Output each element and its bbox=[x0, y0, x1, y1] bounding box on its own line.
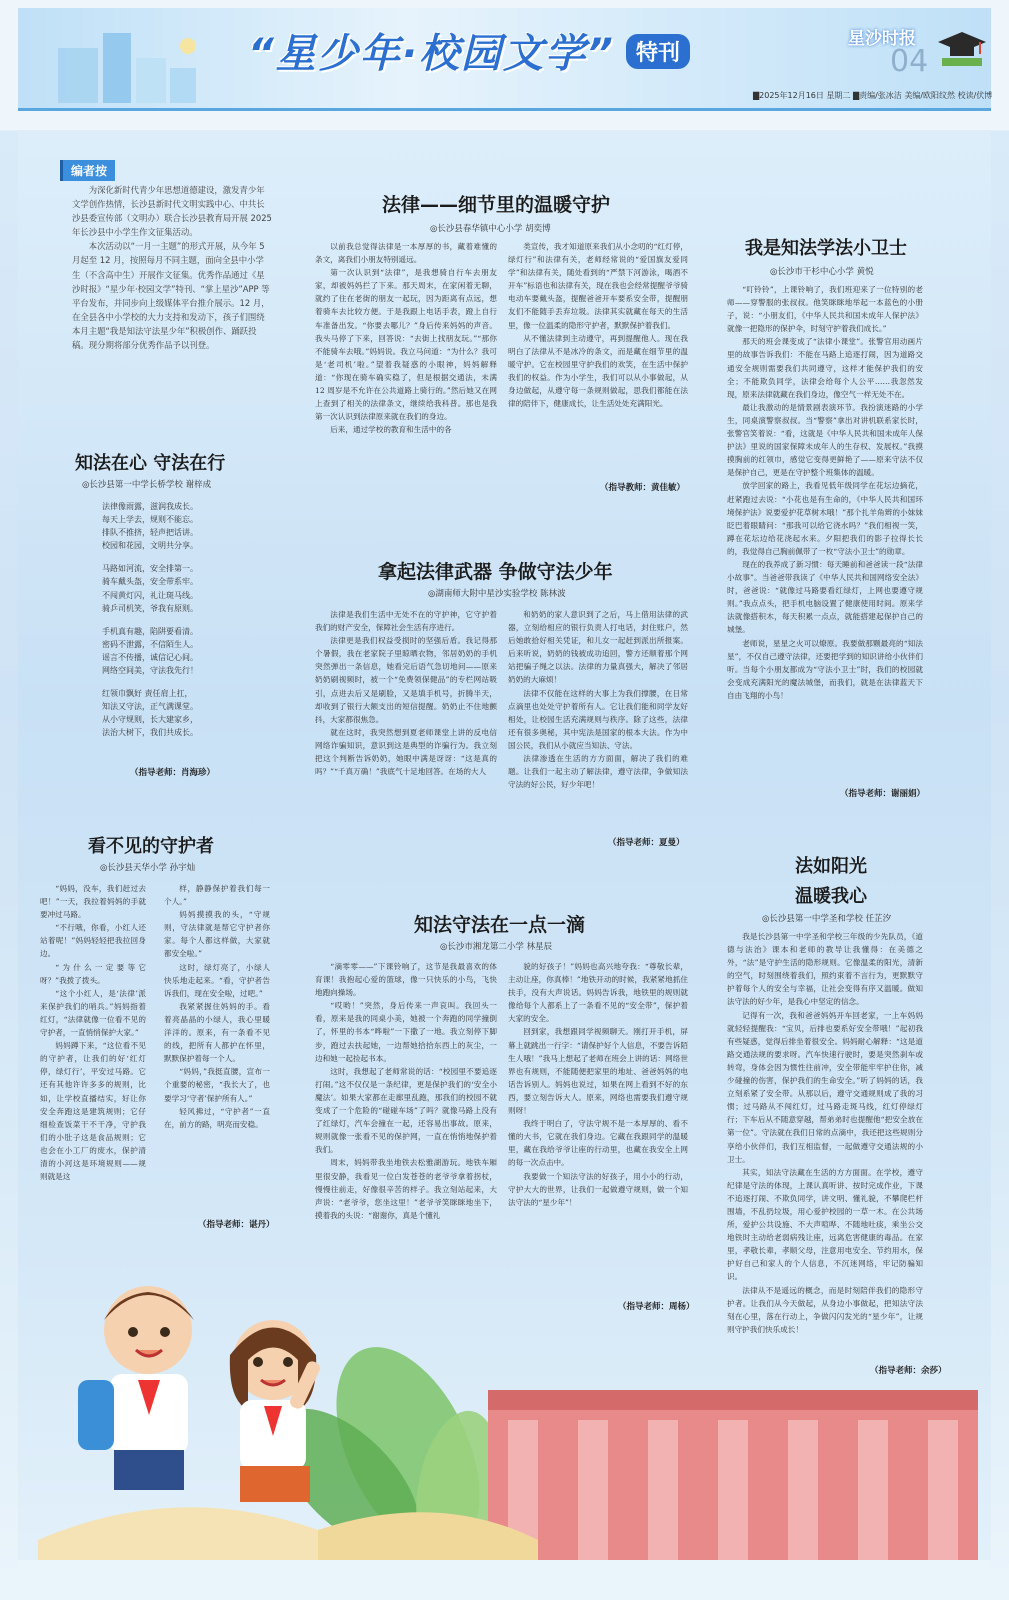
masthead bbox=[18, 8, 991, 111]
paragraph: 妈妈蹲下来，“这位看不见的守护者，让我们的好‘红灯停，绿灯行’，平安过马路。它还有其他许许多多的规则，比如，让学校直播结实，好让你安全奔跑这是建筑规则；它仔细检查饭菜干不干净，守护我们的小肚子这是食品规则；它也会在小工厂的废水，保护清清的小河这是环境规则——规则就是这 bbox=[40, 1041, 146, 1182]
paragraph: 后来，通过学校的教育和生活中的各 bbox=[330, 425, 452, 435]
issue-meta: ▇2025年12月16日 星期二 ▇责编/张冰洁 美编/欧阳纹然 校读/伏博 bbox=[753, 91, 993, 100]
poem-line: 网络空间美，守法我先行！ bbox=[102, 666, 198, 676]
poem-body bbox=[102, 500, 262, 750]
paragraph: “叮铃铃”，上课铃响了，我们班迎来了一位特别的老师——穿警服的张叔叔。他笑眯眯地举起一本蓝色的小册子，说：“小朋友们，《中华人民共和国未成年人保护法》就像一把隐形的保护伞，时刻守护着我们成长。” bbox=[727, 285, 923, 334]
instructor-credit: （指导老师：谢丽娟） bbox=[840, 789, 926, 799]
instructor-credit: （指导老师：周杨） bbox=[618, 1302, 695, 1312]
paragraph: 其实，知法守法藏在生活的方方面面。在学校，遵守纪律是守法的体现，上课认真听讲、按时完成作业，下课不追逐打闹、不欺负同学，讲文明、懂礼貌，不攀爬栏杆围墙，不乱扔垃圾，用心爱护校园的一草一木。在公共场所，爱护公共设施、不大声喧哗、不随地吐痰，乘坐公交地铁时主动给老弱病残让座，远离危害健康的毒品。在家里，孝敬长辈，孝顺父母，注意用电安全、节约用水，保护好自己和家人的个人信息，不沉迷网络，牢记防骗知识。 bbox=[727, 1167, 923, 1282]
paragraph: 我紧紧握住妈妈的手。看着亮晶晶的小绿人，我心里暖洋洋的。原来，有一条看不见的线，把所有人都护在怀里，默默保护着每一个人。 bbox=[164, 1001, 270, 1064]
article-title: 拿起法律武器 争做守法少年 bbox=[378, 561, 613, 583]
paragraph: 现在的我养成了新习惯：每天睡前和爸爸读一段“法律小故事”。当爸爸带我读了《中华人民共和国网络安全法》时，爸爸说：“就像过马路要看红绿灯，上网也要遵守规则。”我点点头，把手机电脑设置了健康使用时间。原来学法就像搭积木，每天积累一点点，就能搭建起保护自己的城堡。 bbox=[727, 559, 923, 635]
paragraph: 回到家，我想跟同学视频聊天。刚打开手机，屏幕上就跳出一行字：“请保护好个人信息，不要告诉陌生人哦！”我马上想起了老师在班会上讲的话：网络世界也有规则，不能随便把家里的地址、爸爸妈妈的电话告诉别人。妈妈也说过，如果在网上看到不好的东西，要立刻告诉大人。原来，网络也需要我们遵守规则呀！ bbox=[508, 1027, 688, 1116]
article-column bbox=[508, 240, 688, 480]
page-number: 04 bbox=[890, 44, 929, 79]
paragraph: “哎哟！”突然，身后传来一声哀叫。我回头一看，原来是我的同桌小美，她被一个奔跑的同学撞倒了，怀里的书本“哗啦”一下撒了一地。我立刻停下脚步，跑过去扶起她，一边帮她拾拾东西上的灰尘，一边和她一起捡起书本。 bbox=[315, 1001, 497, 1063]
article-column bbox=[315, 240, 497, 492]
instructor-credit: （指导老师：余莎） bbox=[870, 1366, 947, 1376]
paragraph: 这时，我想起了老师常说的话：“校园里不要追逐打闹。”这不仅仅是一条纪律，更是保护我们的‘安全小魔法’。如果大家都在走廊里乱跑，那我们的校园不就变成了一个危险的“碰碰车场”了吗？就像马路上没有了红绿灯，汽车会撞在一起，还容易出事故。原来，规则就像一张看不见的保护网，一直在悄悄地保护着我们。 bbox=[315, 1066, 497, 1155]
footer-band bbox=[18, 1560, 991, 1600]
stanza bbox=[102, 500, 262, 552]
poem-line: 不闯黄灯闪，礼让斑马线。 bbox=[102, 590, 198, 600]
poem-line: 手机真有趣，陷阱要看清。 bbox=[102, 626, 198, 636]
paragraph: 法律不仅能在这样的大事上为我们撑腰，在日常点滴里也处处守护着所有人。它让我们能和同学友好相处，让校园生活充满规则与秩序。除了这些，法律还有很多奥秘，其中宪法是国家的根本大法。作为中国公民，我们从小就应当知法、守法。 bbox=[508, 688, 688, 750]
paragraph: 就在这时，我突然想到夏老师课堂上讲的反电信网络诈骗知识，意识到这是典型的诈骗行为。我立刻把这个判断告诉奶奶，她眼中满是讶讶：“这是真的吗？”“千真万确！”我底气十足地回答。在场的大人 bbox=[315, 727, 497, 777]
paragraph: “妈妈，没车，我们赶过去吧！”一天，我拉着妈妈的手就要冲过马路。 bbox=[40, 884, 146, 920]
poem-line: 排队不推挤，轻声把话讲。 bbox=[102, 528, 198, 538]
article-title: 看不见的守护者 bbox=[88, 836, 214, 857]
paragraph: 这时，绿灯亮了，小绿人快乐地走起来。“看，守护者告诉我们，现在安全啦，过吧。” bbox=[164, 962, 270, 998]
paragraph: 妈妈摸摸我的头，“守规则，守法律就是帮它守护者你家。每个人都这样做，大家就都安全啦。” bbox=[164, 910, 270, 959]
poem-line: 从小守规则，长大建家乡， bbox=[102, 715, 198, 725]
article-title: 法律——细节里的温暖守护 bbox=[382, 194, 611, 216]
instructor-credit: （指导老师：肖海珍） bbox=[130, 768, 216, 778]
paragraph: 貌的好孩子！”妈妈也高兴地夸我：“尊敬长辈，主动让座，你真棒！”地铁开动的时候，我紧紧地抓住扶手，没有大声说话。妈妈告诉我，地铁里的规则就像给每个人都系上了一条看不见的“安全带”，保护着大家的安全。 bbox=[508, 962, 688, 1024]
paragraph: 和奶奶的家人意识到了之后，马上借用法律的武器，立刻给相应的银行负责人打电话，封住账户，然后她敢拾好相关凭证，和儿女一起赶到派出所报案。后来听说，奶奶的钱被成功追回，警方还顺着那个网站把骗子绳之以法。法律的力量真强大，解决了邻居奶奶的大麻烦！ bbox=[508, 610, 688, 685]
poem-line: 法治大树下，我们共成长。 bbox=[102, 728, 198, 738]
stanza bbox=[102, 625, 262, 677]
editor-note-paragraph: 本次活动以“一月一主题”的形式开展，从今年 5 月起至 12 月，按照每月不同主题，面向全县中小学生（不含高中生）开展作文征集。优秀作品通过《星沙时报》“星少年·校园文学”特刊、“掌上星沙”APP 等平台发布，并同步向上级媒体平台推介展示。12 月，在全县各中小学校的大力支持和发动下，孩子们围绕本月主题“我是知法守法星少年”积极创作、踊跃投稿。现分期将部分优秀作品予以刊登。 bbox=[72, 241, 270, 351]
article-author: ◎长沙县第一中学长桥学校 谢梓成 bbox=[82, 480, 212, 490]
paragraph: 我要做一个知法守法的好孩子，用小小的行动，守护大大的世界，让我们一起做遵守规则，做一个知法守法的“星少年”！ bbox=[508, 1171, 688, 1207]
paragraph: 法律从不是遥远的概念，而是时刻陪伴我们的隐形守护者。让我们从今天做起，从身边小事做起，把知法守法刻在心里，落在行动上，争做闪闪发光的“星少年”，让规则守护我们快乐成长！ bbox=[727, 1285, 923, 1334]
article-author: ◎长沙市干杉中心小学 黄悦 bbox=[770, 267, 874, 277]
article-column bbox=[40, 882, 146, 1230]
paragraph: 法律是我们生活中无处不在的守护神，它守护着我们的财产安全，保障社会生活有序进行。 bbox=[315, 610, 497, 633]
poem-line: 法律像雨露，滋润我成长。 bbox=[102, 502, 198, 511]
article-column bbox=[508, 608, 688, 834]
newspaper-name: 星沙时报 bbox=[848, 29, 916, 49]
article-title: 知法守法在一点一滴 bbox=[414, 914, 586, 936]
paragraph: “为什么一定要等它呀？”我拨了拨头。 bbox=[40, 962, 146, 985]
paragraph: 从不懂法律到主动遵守，再到提醒他人。现在我明白了法律从不是冰冷的条文，而是藏在细节里的温暖守护。它在校园里守护我们的欢笑，在生活中保护我们的权益。作为小学生，我们可以从小事做起，从身边做起，从遵守每一条规则做起，思我们都能在法律的陪伴下，健康成长，让生活处处充满阳光。 bbox=[508, 333, 688, 409]
article-author: ◎长沙县天华小学 孙宇灿 bbox=[100, 863, 196, 873]
paragraph: 类宣传，我才知道原来我们从小念叨的“红灯停，绿灯行”和法律有关，老师经常说的“爱国旗友爱同学”和法律有关，随处看到的“严禁下河游泳，喝酒不开车”标语也和法律有关，现在我也会经常提醒爷爷骑电动车要戴头盔，提醒爸爸开车要系安全带，提醒朋友们不能随手丢弃垃圾。法律其实就藏在每天的生活里，像一位温柔的隐形守护者，默默保护着我们。 bbox=[508, 242, 688, 330]
poem-line: 谣言不传播，诚信记心间。 bbox=[102, 652, 198, 662]
paragraph: “滴零零——”下课铃响了，这节是我最喜欢的体育课！我抱起心爱的篮球，像一只快乐的小鸟，飞快地跑向操场。 bbox=[315, 962, 497, 998]
graduation-cap-icon bbox=[936, 28, 988, 68]
paragraph: 以前我总觉得法律是一本厚厚的书，藏着难懂的条文，离我们小朋友特别遥远。 bbox=[315, 242, 497, 265]
editor-note-tag: 编者按 bbox=[60, 160, 115, 181]
paragraph: “妈妈，”我挺直腰，宣布一个重要的秘密，“我长大了，也要学习‘守者’保护所有人。” bbox=[164, 1067, 270, 1103]
instructor-credit: （指导老师：夏曼） bbox=[608, 838, 685, 848]
paragraph: 法律更是我们权益受损时的坚强后盾。我记得那个暑假，我在老家院子里晾晒衣物，邻居奶奶的手机突然弹出一条信息，她看完后语气急切地问——原来奶奶刷视频时，被一个“免费领保健品”的专栏网站吸引，点进去后又是刷脸，又是填手机号，折腾半天，却收到了银行大额支出的短信提醒。奶奶止不住地颤抖，大家都很焦急。 bbox=[315, 636, 497, 724]
article-author: ◎长沙县第一中学圣和学校 任芷汐 bbox=[762, 914, 892, 924]
poem-line: 密码不泄露，不信陌生人。 bbox=[102, 639, 198, 649]
paragraph: 法律渗透在生活的方方面面，解决了我们的难题。让我们一起主动了解法律，遵守法律，争做知法守法的好公民，好少年吧！ bbox=[508, 754, 688, 790]
article-column bbox=[315, 608, 497, 846]
poem-line: 马路如河流，安全排第一。 bbox=[102, 564, 198, 574]
paragraph: “这个小红人，是‘法律’派来保护我们的哨兵。”妈妈指着红灯，“法律就像一位看不见的守护者，一直悄悄保护大家。” bbox=[40, 988, 146, 1038]
paragraph: 第一次认识到“法律”，是我想骑自行车去朋友家，却被妈妈拦了下来。那天周末，在家闲着无聊，就约了住在老街的朋友一起玩，因为距离有点远，想着骑车去比较方便。于是我跟上电话手表，蹬上自行车准备出发。“你要去哪儿？”身后传来妈妈的声音。我头马停了下来，回答说：“去街上找朋友玩。”“那你不能骑车去哦。”妈妈说。我立马问道：“为什么？我可是‘老司机’啦。”望着我疑惑的小眼神，妈妈解释道：“你现在骑车确实稳了，但是根据交通法，未满 12 周岁是不允许在公共道路上骑行的。”然后她又在网上查到了相关的法律条文，继续给我科普。那也是我第一次认识到法律原来就在我们的身边。 bbox=[315, 268, 497, 422]
poem-line: 红领巾飘好 责任肩上扛， bbox=[102, 689, 193, 699]
poem-line: 校园和花园，文明共分享。 bbox=[102, 541, 198, 551]
article-author: ◎长沙县春华镇中心小学 胡奕博 bbox=[430, 224, 551, 234]
special-issue-badge: 特刊 bbox=[626, 34, 690, 69]
paragraph: 轻风拂过，“守护者”一直在，前方的路，明亮而安稳。 bbox=[164, 1106, 270, 1129]
editor-note-text bbox=[72, 183, 272, 352]
children-books-illustration-icon bbox=[18, 1240, 991, 1560]
paragraph: 我是长沙县第一中学圣和学校三年级的少先队员，《道德与法治》课本和老师的教导让我懂得：在美德之外，“法”是守护生活的隐形规则。它像温柔的阳光，清新的空气，时刻围绕着我们，照约束着不言行为，更默默守护着每个人的安全与幸福，让社会变得有序又温暖。做知法守法的好少年，是我心中坚定的信念。 bbox=[727, 932, 923, 1007]
paragraph: 记得有一次，我和爸爸妈妈开车回老家，一上车妈妈就轻轻提醒我：“宝贝，后排也要系好安全带哦！”起初我有些疑惑，觉得后排坐着很安全。妈妈耐心解释：“这是道路交通法规的要求呀。汽车快速行驶时，要是突然刹车或转弯，身体会因为惯性往前冲，安全带能牢牢护住你，减少碰撞的伤害，保护我们的生命安全。”听了妈妈的话，我立刻系紧了安全带。从那以后，遵守交通规则成了我的习惯；过马路从不闯红灯，过马路走斑马线，红灯停绿灯行；下车后从不随意穿越，帮弟弟时也提醒他“把安全放在第一位”。守法就在我们日常的点滴中，我还把这些规则分享给小伙伴们，我们互相监督，一起做遵守交通法规的小卫士。 bbox=[727, 1010, 923, 1164]
article-title: 温暖我心 bbox=[795, 886, 867, 907]
paragraph: 老师说，星星之火可以燎原。我要做那颗最亮的“知法星”，不仅自己遵守法律，还要把学到的知识讲给小伙伴们听。当每个小朋友都成为“守法小卫士”时，我们的校园就会变成充满阳光的魔法城堡，而我们，就是在法律蓝天下自由飞翔的小鸟！ bbox=[727, 638, 923, 700]
stanza bbox=[102, 687, 262, 739]
article-title: 知法在心 守法在行 bbox=[75, 453, 226, 474]
paragraph: 样，静静保护着我们每一个人。” bbox=[164, 884, 270, 907]
special-issue-title: “星少年·校园文学” bbox=[248, 31, 615, 77]
poem-line: 知法又守法，正气满课堂。 bbox=[102, 702, 198, 712]
paragraph: 最让我激动的是情景剧表演环节。我扮演迷路的小学生，同桌演警察叔叔。当“警察”拿出对讲机联系家长时，张警官笑着说：“看，这就是《中华人民共和国未成年人保护法》里说的国家保障未成年人的生存权、发展权。”我摸摸胸前的红领巾，感觉它变得更鲜艳了——原来守法不仅是保护自己，更是在守护整个班集体的温暖。 bbox=[727, 402, 923, 478]
article-title: 法如阳光 bbox=[795, 856, 867, 877]
article-author: ◎长沙市湘龙第二小学 林星辰 bbox=[440, 942, 553, 952]
paragraph: 周末，妈妈带我坐地铁去松雅湖游玩。地铁车厢里很安静，我看见一位白发苍苍的老爷爷拿着拐杖，慢慢往前走，好像很辛苦的样子。我立刻站起来，大声说：“老爷爷，您坐这里！”老爷爷笑眯眯地坐下，摸着我的头说：“谢谢你，真是个懂礼 bbox=[315, 1158, 497, 1220]
stanza bbox=[102, 562, 262, 614]
article-author: ◎湖南师大附中星沙实验学校 陈林波 bbox=[428, 589, 566, 599]
poem-line: 每天上学去，规则不能忘。 bbox=[102, 515, 198, 525]
instructor-credit: （指导老师：谌丹） bbox=[198, 1220, 275, 1230]
paragraph: “不行哦，你看，小红人还站着呢！”妈妈轻轻把我拉回身边。 bbox=[40, 923, 146, 959]
editor-note-paragraph: 为深化新时代青少年思想道德建设，激发青少年文学创作热情，长沙县新时代文明实践中心、中共长沙县委宣传部（文明办）联合长沙县教育局开展 2025 年长沙县中小学生作文征集活动。 bbox=[72, 185, 272, 238]
paragraph: 我终于明白了，守法守规不是一本厚厚的、看不懂的大书，它就在我们身边。它藏在我跟同学的温暖里，藏在我给爷爷让座的行动里，也藏在我安全上网的每一次点击中。 bbox=[508, 1119, 688, 1168]
paragraph: 那天的班会课变成了“法律小课堂”。张警官用动画片里的故事告诉我们：不能在马路上追逐打闹，因为道路交通安全规则需要我们共同遵守，这样才能保护我们的安全；不能欺负同学，法律会给每个人公平……我忽然发现，原来法律就藏在我们身边，像空气一样无处不在。 bbox=[727, 337, 923, 399]
poem-line: 骑乒司机笑，爷我有原则。 bbox=[102, 603, 198, 613]
instructor-credit: （指导教师：黄佳敏） bbox=[600, 483, 686, 493]
article-column bbox=[727, 283, 923, 780]
city-illustration-icon bbox=[48, 28, 208, 108]
article-title: 我是知法学法小卫士 bbox=[745, 238, 907, 259]
article-column bbox=[164, 882, 270, 1212]
paragraph: 放学回家的路上，我看见低年级同学在花坛边摘花，赶紧跑过去说：“小花也是有生命的，《中华人民共和国环境保护法》说要爱护花草树木哦！”那个扎羊角辫的小妹妹眨巴着眼睛问：“那我可以给它浇水吗？”我们相视一笑，蹲在花坛边给花浇起水来。夕阳把我们的影子拉得长长的，我觉得自己胸前佩带了一枚“守法小卫士”的勋章。 bbox=[727, 481, 923, 556]
poem-line: 骑车戴头盔，安全带系牢。 bbox=[102, 577, 198, 587]
